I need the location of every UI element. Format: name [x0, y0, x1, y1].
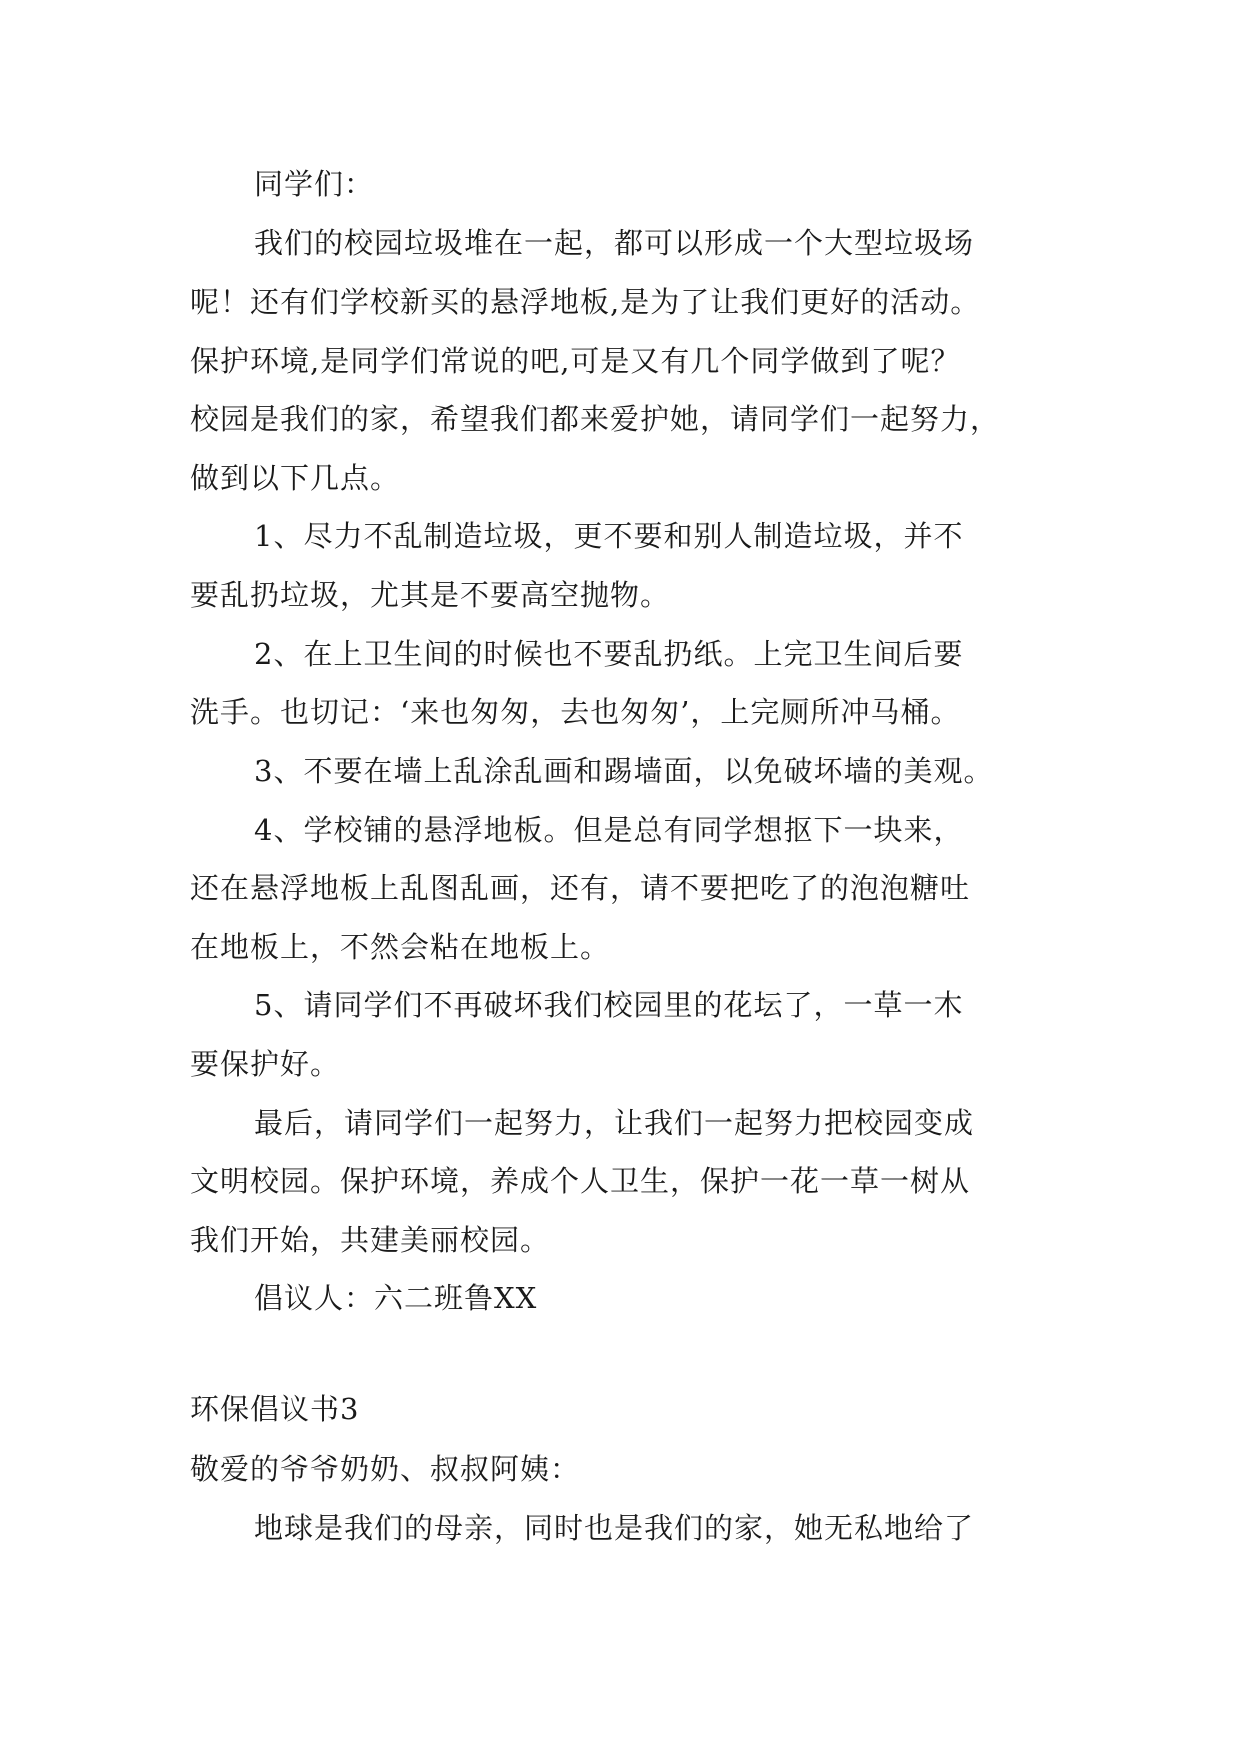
closing-paragraph-cont: 文明校园。保护环境，养成个人卫生，保护一花一草一树从 [190, 1164, 971, 1198]
paragraph-line: 我们的校园垃圾堆在一起，都可以形成一个大型垃圾场 [254, 226, 975, 260]
paragraph-line: 校园是我们的家，希望我们都来爱护她，请同学们一起努力， [190, 402, 1001, 436]
closing-paragraph: 最后，请同学们一起努力，让我们一起努力把校园变成 [254, 1106, 975, 1140]
list-item-1-cont: 要乱扔垃圾，尤其是不要高空抛物。 [190, 578, 671, 612]
list-item-1: 1、尽力不乱制造垃圾，更不要和别人制造垃圾，并不 [254, 519, 964, 553]
paragraph-line: 呢！还有们学校新买的悬浮地板,是为了让我们更好的活动。 [190, 285, 981, 319]
list-item-4-cont: 在地板上，不然会粘在地板上。 [190, 930, 611, 964]
list-item-5: 5、请同学们不再破坏我们校园里的花坛了，一草一木 [254, 988, 964, 1022]
salutation-2: 敬爱的爷爷奶奶、叔叔阿姨： [190, 1452, 581, 1486]
signature: 倡议人：六二班鲁XX [254, 1281, 538, 1315]
list-item-4-cont: 还在悬浮地板上乱图乱画，还有，请不要把吃了的泡泡糖吐 [190, 871, 971, 905]
list-item-2-cont: 洗手。也切记：‘来也匆匆，去也匆匆’，上完厕所冲马桶。 [190, 695, 961, 729]
list-item-2: 2、在上卫生间的时候也不要乱扔纸。上完卫生间后要 [254, 637, 964, 671]
paragraph-line: 做到以下几点。 [190, 461, 401, 495]
paragraph-line: 保护环境,是同学们常说的吧,可是又有几个同学做到了呢？ [190, 344, 961, 378]
salutation: 同学们： [254, 167, 375, 201]
list-item-5-cont: 要保护好。 [190, 1047, 341, 1081]
list-item-3: 3、不要在墙上乱涂乱画和踢墙面，以免破坏墙的美观。 [254, 754, 994, 788]
paragraph-line: 地球是我们的母亲，同时也是我们的家，她无私地给了 [254, 1511, 975, 1545]
list-item-4: 4、学校铺的悬浮地板。但是总有同学想抠下一块来， [254, 813, 964, 847]
section-title: 环保倡议书3 [190, 1392, 360, 1426]
closing-paragraph-cont: 我们开始，共建美丽校园。 [190, 1223, 551, 1257]
